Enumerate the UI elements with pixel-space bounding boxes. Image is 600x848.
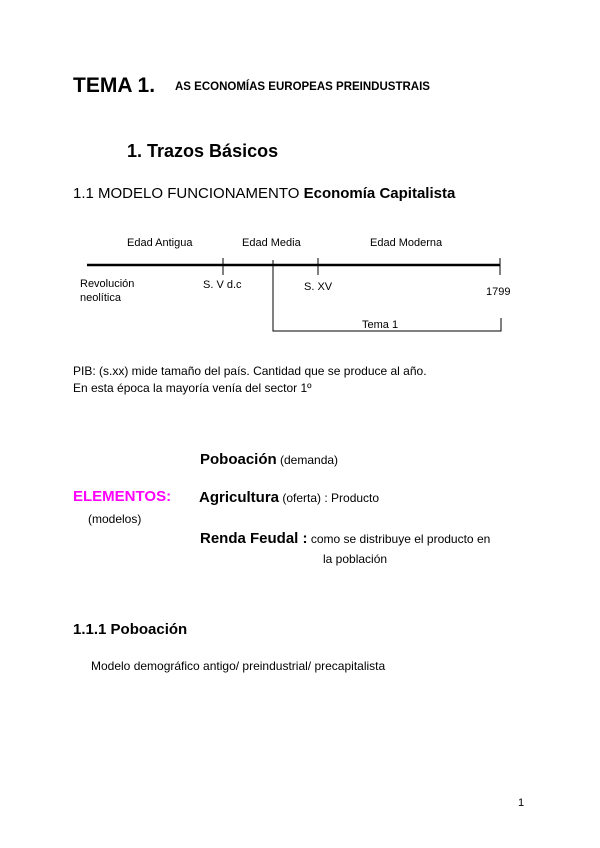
- start-label-line2: neolítica: [80, 292, 121, 304]
- renda-note-2: la población: [323, 552, 388, 566]
- bracket-label: Tema 1: [362, 319, 399, 331]
- section-1-1-bold: Economía Capitalista: [303, 185, 456, 202]
- end-label-1799: 1799: [486, 286, 511, 298]
- mark-sxv: S. XV: [304, 281, 333, 293]
- section-1-1-1-text: Modelo demográfico antigo/ preindustrial/ precapitalista: [91, 659, 386, 673]
- modelos-note: (modelos): [88, 512, 142, 526]
- pib-line-2: En esta época la mayoría venía del sector 1º: [73, 381, 312, 395]
- era-media: Edad Media: [242, 237, 301, 249]
- renda-label: Renda Feudal :: [200, 530, 308, 547]
- agricultura-note: (oferta) : Producto: [282, 491, 380, 505]
- section-1-title: Trazos Básicos: [147, 141, 279, 161]
- tema-number: TEMA 1.: [73, 74, 156, 97]
- agricultura-label: Agricultura: [199, 489, 280, 506]
- mark-sv: S. V d.c: [203, 279, 242, 291]
- section-1-1-plain: 1.1 MODELO FUNCIONAMENTO: [73, 185, 300, 202]
- renda-row: [200, 530, 490, 547]
- era-antigua: Edad Antigua: [127, 237, 193, 249]
- poboacion-note: (demanda): [280, 453, 339, 467]
- start-label-line1: Revolución: [80, 278, 135, 290]
- tema-title: AS ECONOMÍAS EUROPEAS PREINDUSTRAIS: [175, 81, 430, 93]
- elementos-label: ELEMENTOS:: [73, 488, 172, 505]
- pib-paragraph: [73, 363, 427, 397]
- page-number: 1: [518, 797, 525, 809]
- section-1-1-1-heading: 1.1.1 Poboación: [73, 621, 188, 638]
- section-1-number: 1.: [127, 141, 143, 161]
- poboacion-label: Poboación: [200, 451, 277, 468]
- agricultura-row: [199, 489, 379, 506]
- era-moderna: Edad Moderna: [370, 237, 443, 249]
- pib-line-1: PIB: (s.xx) mide tamaño del país. Cantidad que se produce al año.: [73, 364, 427, 378]
- poboacion-row: [200, 451, 338, 468]
- renda-note-1: como se distribuye el producto en: [310, 532, 491, 546]
